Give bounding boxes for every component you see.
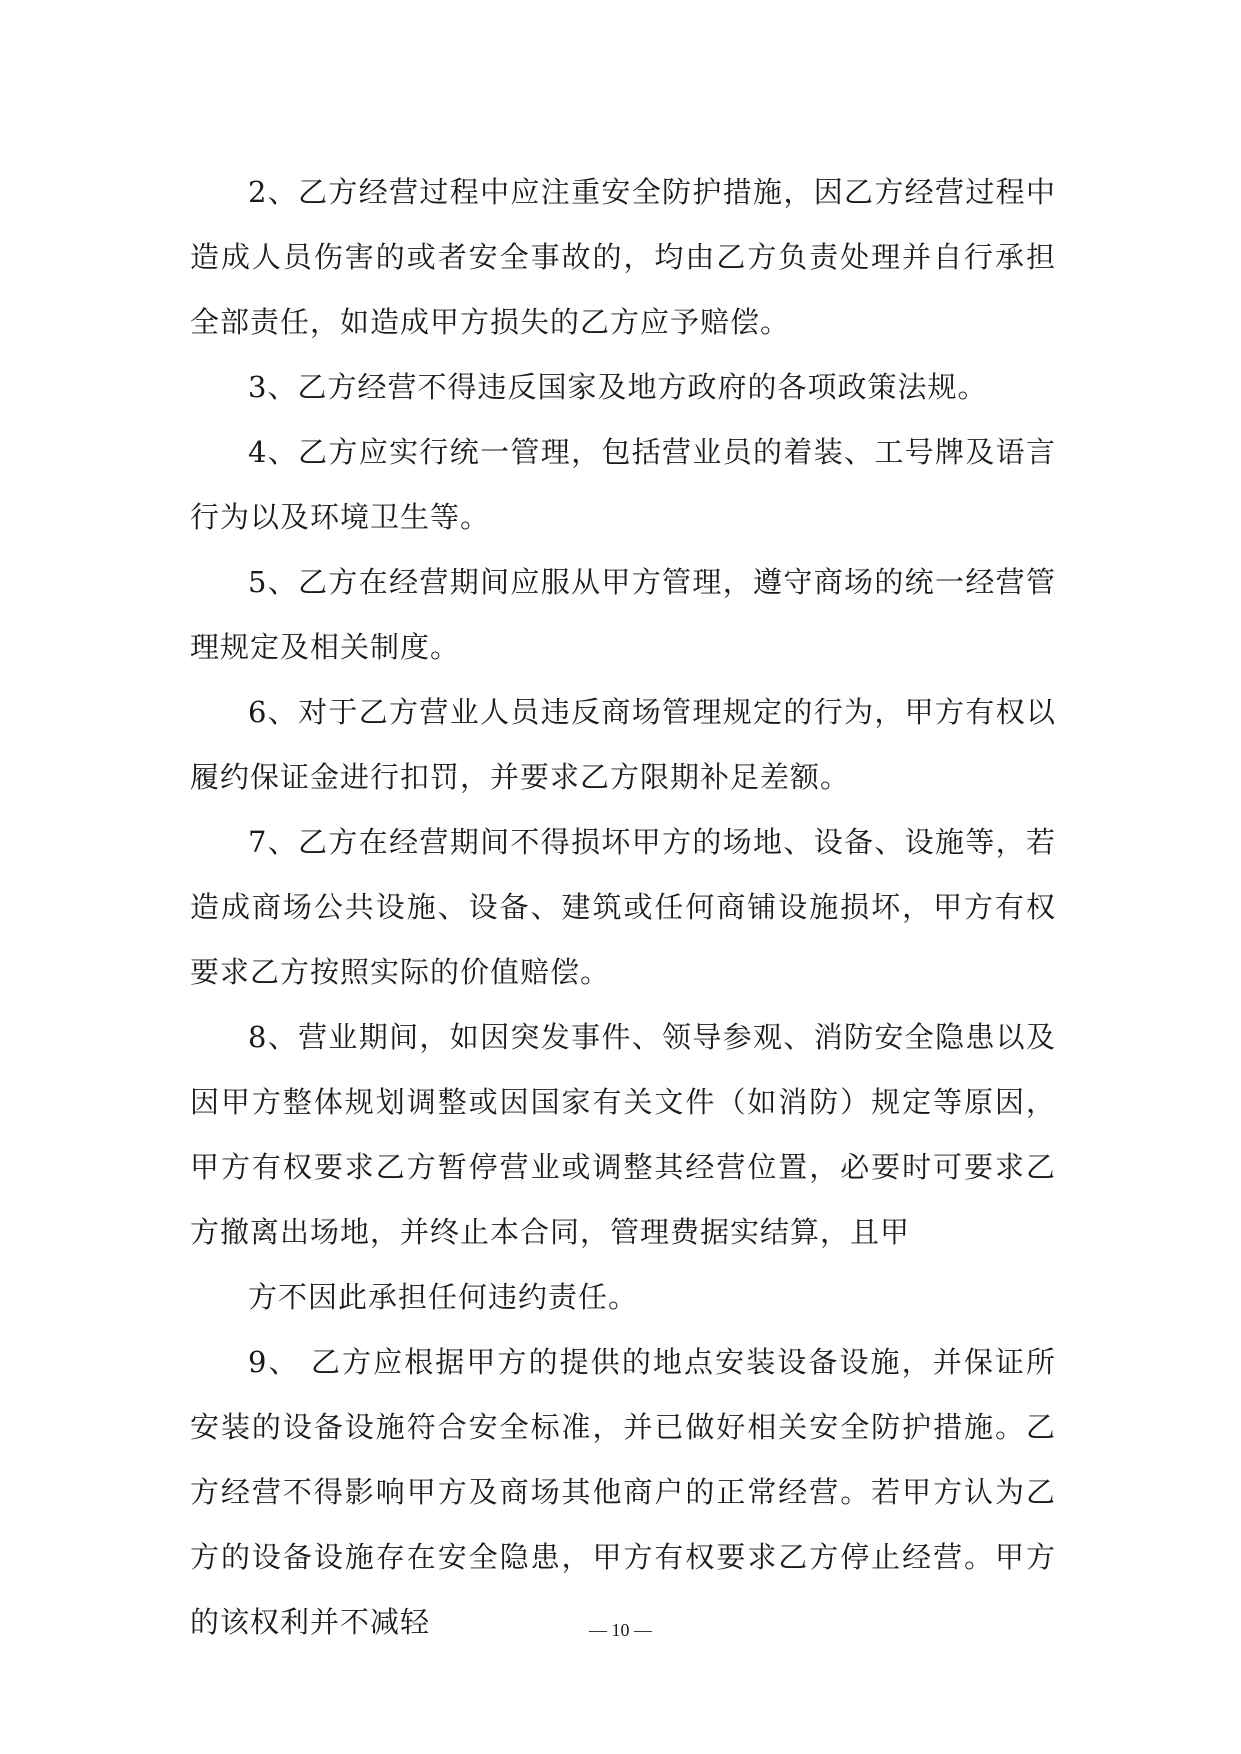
page-number: — 10 — [589,1620,652,1640]
clause-9: 9、 乙方应根据甲方的提供的地点安装设备设施，并保证所安装的设备设施符合安全标准，并已做好相关安全防护措施。乙方经营不得影响甲方及商场其他商户的正常经营。若甲方认为乙方的设备设施存在安全隐患，甲方有权要求乙方停止经营。甲方的该权利并不减轻 [190,1345,1056,1639]
clause-8: 8、营业期间，如因突发事件、领导参观、消防安全隐患以及因甲方整体规划调整或因国家有关文件（如消防）规定等原因，甲方有权要求乙方暂停营业或调整其经营位置，必要时可要求乙方撤离出场地，并终止本合同，管理费据实结算，且甲 [190,1020,1056,1249]
clause-7: 7、乙方在经营期间不得损坏甲方的场地、设备、设施等，若造成商场公共设施、设备、建筑或任何商铺设施损坏，甲方有权要求乙方按照实际的价值赔偿。 [190,825,1056,989]
clause-8-continuation: 方不因此承担任何违约责任。 [248,1280,639,1314]
clause-3: 3、乙方经营不得违反国家及地方政府的各项政策法规。 [248,370,988,404]
clause-6: 6、对于乙方营业人员违反商场管理规定的行为，甲方有权以履约保证金进行扣罚，并要求乙方限期补足差额。 [190,695,1056,794]
document-body [190,160,1056,1655]
clause-5: 5、乙方在经营期间应服从甲方管理，遵守商场的统一经营管理规定及相关制度。 [190,565,1056,664]
clause-4: 4、乙方应实行统一管理，包括营业员的着装、工号牌及语言行为以及环境卫生等。 [190,435,1056,534]
clause-2: 2、乙方经营过程中应注重安全防护措施，因乙方经营过程中造成人员伤害的或者安全事故的，均由乙方负责处理并自行承担全部责任，如造成甲方损失的乙方应予赔偿。 [190,175,1056,339]
